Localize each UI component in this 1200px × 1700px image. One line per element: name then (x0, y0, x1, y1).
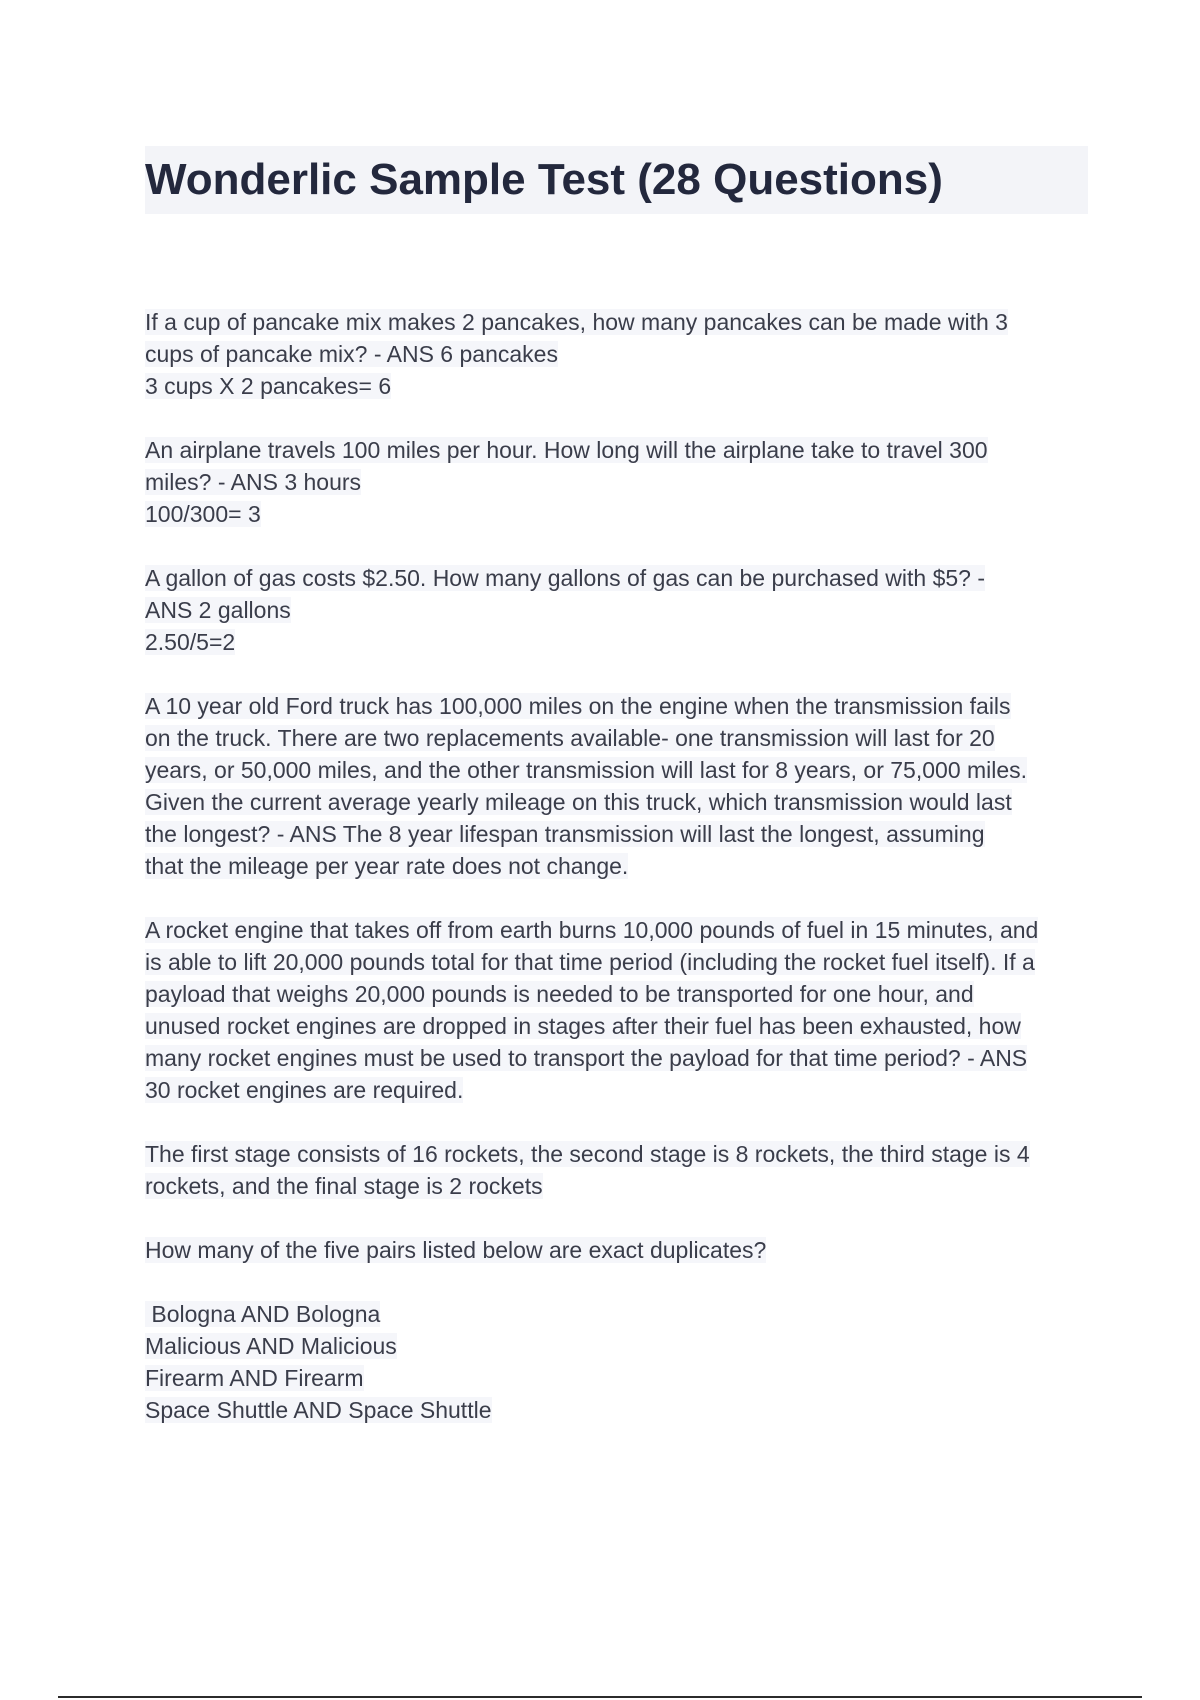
text-line: miles? - ANS 3 hours (145, 469, 362, 495)
list-item: Malicious AND Malicious (145, 1333, 397, 1359)
text-line: payload that weighs 20,000 pounds is needed to be transported for one hour, and (145, 981, 974, 1007)
text-line: A rocket engine that takes off from earth burns 10,000 pounds of fuel in 15 minutes, and (145, 917, 1039, 943)
list-item: Firearm AND Firearm (145, 1365, 364, 1391)
question-gas (145, 562, 1095, 658)
list-item: Space Shuttle AND Space Shuttle (145, 1397, 492, 1423)
text-line: unused rocket engines are dropped in stages after their fuel has been exhausted, how (145, 1013, 1021, 1039)
text-line: The first stage consists of 16 rockets, the second stage is 8 rockets, the third stage is 4 (145, 1141, 1030, 1167)
text-line: that the mileage per year rate does not change. (145, 853, 629, 879)
question-duplicates (145, 1234, 1095, 1266)
text-line: An airplane travels 100 miles per hour. How long will the airplane take to travel 300 (145, 437, 988, 463)
text-line: 100/300= 3 (145, 501, 261, 527)
text-line: How many of the five pairs listed below are exact duplicates? (145, 1237, 767, 1263)
text-line: ANS 2 gallons (145, 597, 291, 623)
text-line: is able to lift 20,000 pounds total for that time period (including the rocket fuel itself). If a (145, 949, 1035, 975)
text-line: 30 rocket engines are required. (145, 1077, 464, 1103)
text-line: If a cup of pancake mix makes 2 pancakes, how many pancakes can be made with 3 (145, 309, 1008, 335)
text-line: rockets, and the final stage is 2 rockets (145, 1173, 543, 1199)
text-line: A gallon of gas costs $2.50. How many gallons of gas can be purchased with $5? - (145, 565, 986, 591)
text-line: Given the current average yearly mileage on this truck, which transmission would last (145, 789, 1012, 815)
document-title: Wonderlic Sample Test (28 Questions) (145, 155, 943, 204)
question-truck (145, 690, 1095, 882)
duplicate-pairs-list (145, 1298, 1095, 1426)
question-airplane (145, 434, 1095, 530)
text-line: 3 cups X 2 pancakes= 6 (145, 373, 392, 399)
question-pancakes (145, 306, 1095, 402)
text-line: A 10 year old Ford truck has 100,000 miles on the engine when the transmission fails (145, 693, 1011, 719)
text-line: on the truck. There are two replacements available- one transmission will last for 20 (145, 725, 995, 751)
text-line: 2.50/5=2 (145, 629, 236, 655)
text-line: many rocket engines must be used to transport the payload for that time period? - ANS (145, 1045, 1028, 1071)
list-item: Bologna AND Bologna (145, 1301, 381, 1327)
text-line: years, or 50,000 miles, and the other transmission will last for 8 years, or 75,000 miles. (145, 757, 1028, 783)
page-bottom-rule (58, 1696, 1142, 1698)
rocket-stages-explanation (145, 1138, 1095, 1202)
text-line: the longest? - ANS The 8 year lifespan transmission will last the longest, assuming (145, 821, 985, 847)
question-rocket (145, 914, 1095, 1106)
document-body (145, 306, 1095, 1426)
text-line: cups of pancake mix? - ANS 6 pancakes (145, 341, 558, 367)
